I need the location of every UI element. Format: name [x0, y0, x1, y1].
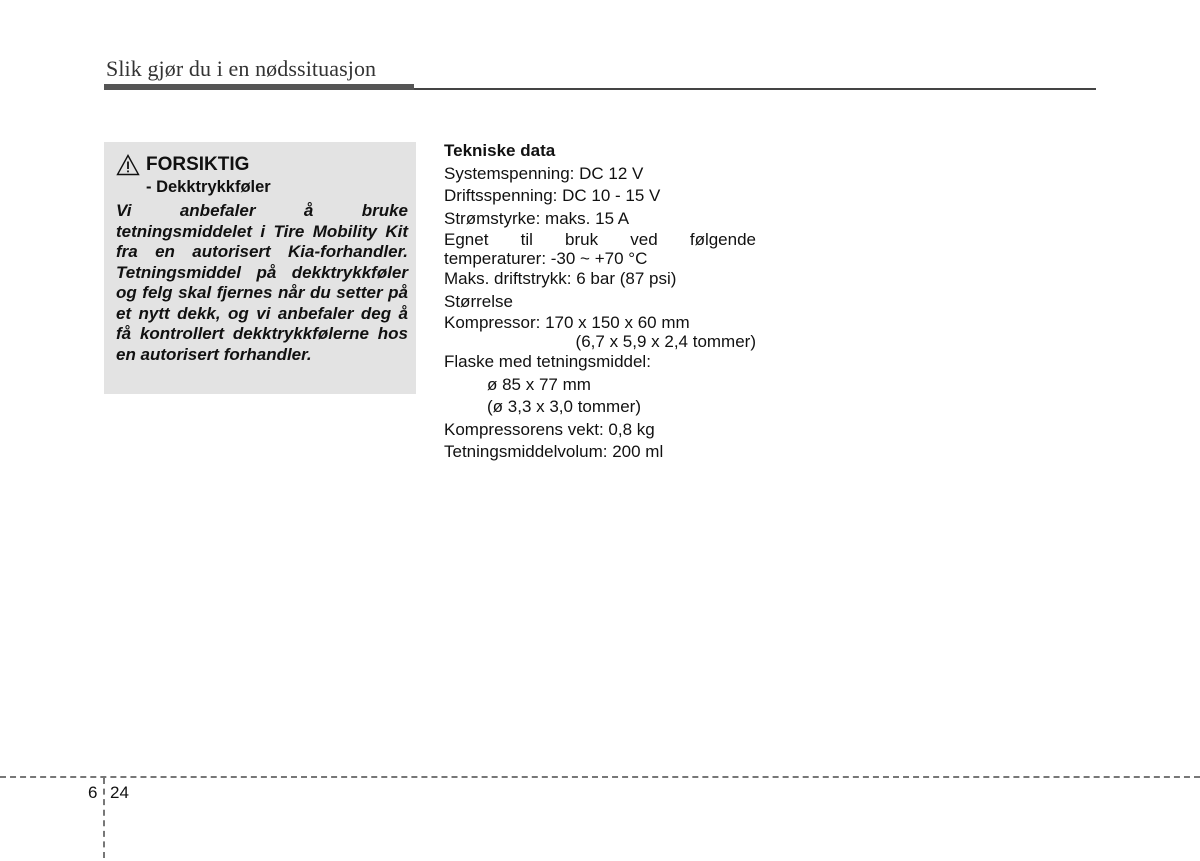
caution-box [104, 142, 416, 394]
page-number: 24 [110, 783, 129, 802]
caution-text: Vi anbefaler å bruke tetningsmiddelet i Tire Mobility Kit fra en autorisert Kia-forhandler. Tetningsmiddel på dekktrykkføler og felg skal fjernes når du setter på et nytt dekk, og vi anbefaler deg å få kontrollert dekktrykkfølerne hos en autorisert forhandler. [116, 201, 408, 364]
tech-compressor-size-inches: (6,7 x 5,9 x 2,4 tommer) [575, 332, 756, 351]
tech-temp-line2: temperaturer: -30 ~ +70 °C [444, 249, 648, 268]
tech-bottle-size: ø 85 x 77 mm [487, 374, 591, 394]
caution-header [116, 154, 408, 176]
caution-subtitle: - Dekktrykkføler [146, 178, 271, 196]
tech-current: Strømstyrke: maks. 15 A [444, 208, 630, 228]
tech-bottle-size-inches: (ø 3,3 x 3,0 tommer) [487, 397, 641, 416]
chapter-number: 6 [88, 783, 98, 802]
technical-data [444, 140, 756, 464]
footer-dashed-divider [103, 778, 105, 858]
tech-system-voltage: Systemspenning: DC 12 V [444, 163, 644, 183]
tech-size-label: Størrelse [444, 291, 513, 311]
tech-compressor-weight: Kompressorens vekt: 0,8 kg [444, 419, 655, 439]
footer-dashed-line [0, 776, 1200, 778]
tech-bottle-label: Flaske med tetningsmiddel: [444, 352, 651, 371]
tech-temp-line1: Egnet til bruk ved følgende [444, 230, 756, 249]
tech-heading: Tekniske data [444, 141, 556, 160]
warning-triangle-icon [116, 154, 140, 176]
header-rule-thick [104, 84, 414, 90]
section-title: Slik gjør du i en nødssituasjon [106, 56, 377, 81]
tech-max-pressure: Maks. driftstrykk: 6 bar (87 psi) [444, 269, 677, 288]
caution-title: FORSIKTIG [146, 154, 250, 175]
header-rule-thin [414, 88, 1096, 90]
tech-sealant-volume: Tetningsmiddelvolum: 200 ml [444, 442, 664, 461]
tech-compressor-size: Kompressor: 170 x 150 x 60 mm [444, 313, 690, 332]
tech-operating-voltage: Driftsspenning: DC 10 - 15 V [444, 186, 661, 205]
